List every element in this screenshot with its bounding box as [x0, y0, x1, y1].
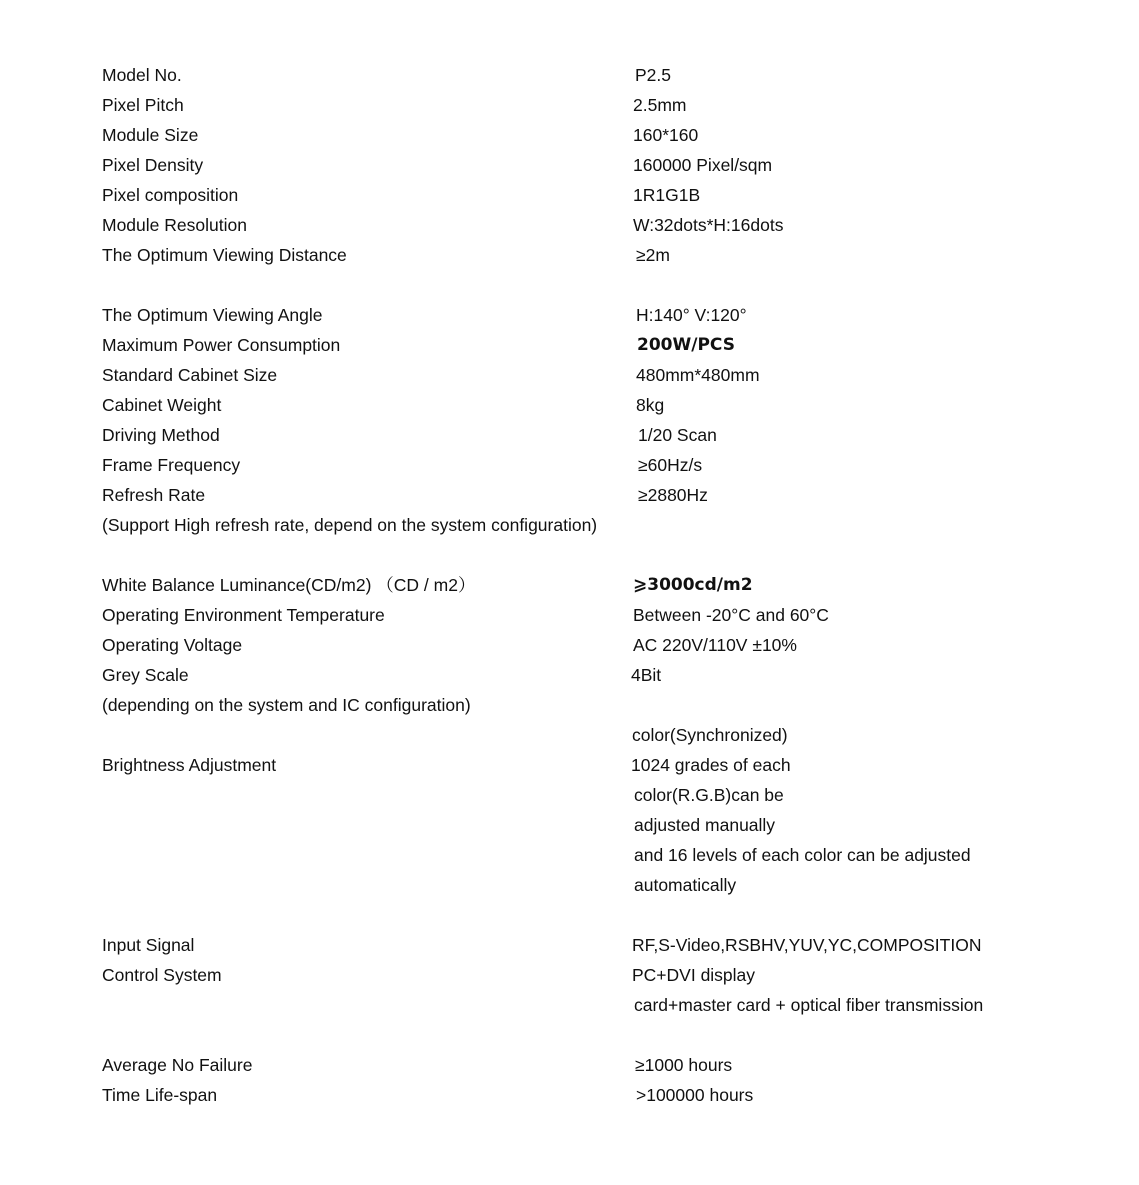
- spec-value: 2.5mm: [633, 95, 687, 115]
- spec-value: H:140° V:120°: [636, 305, 747, 325]
- spec-row-viewing-distance: [0, 240, 1139, 270]
- spec-row-refresh-rate: [0, 480, 1139, 510]
- spec-row-input-signal: [0, 930, 1139, 960]
- spec-value: 8kg: [636, 395, 665, 415]
- spec-row-module-resolution: [0, 210, 1139, 240]
- spec-value: ≥60Hz/s: [638, 455, 703, 475]
- spec-row-pixel-density: [0, 150, 1139, 180]
- spec-row-brightness-line-6: [0, 870, 1139, 900]
- spec-label: Operating Environment Temperature: [102, 605, 385, 625]
- spec-note: (depending on the system and IC configuration): [102, 695, 471, 715]
- spec-row-model-no: [0, 60, 1139, 90]
- spec-value: W:32dots*H:16dots: [633, 215, 784, 235]
- spec-row-brightness-line-5: [0, 840, 1139, 870]
- spec-row-control-system-line-2: [0, 990, 1139, 1020]
- spec-label: Refresh Rate: [102, 485, 206, 505]
- spec-label: Time Life-span: [102, 1085, 218, 1105]
- spec-label: Cabinet Weight: [102, 395, 222, 415]
- spec-row-life-span: [0, 1080, 1139, 1110]
- spec-value: 1/20 Scan: [638, 425, 717, 445]
- spec-value: color(Synchronized): [632, 725, 788, 745]
- spec-value: Between -20°C and 60°C: [633, 605, 829, 625]
- spec-value: PC+DVI display: [632, 965, 756, 985]
- spec-row-brightness-line-1: [0, 720, 1139, 750]
- spec-row-frame-frequency: [0, 450, 1139, 480]
- spec-label: Standard Cabinet Size: [102, 365, 278, 385]
- spec-value: ⩾3000cd/m2: [633, 575, 753, 595]
- spec-value: >100000 hours: [636, 1085, 754, 1105]
- spec-row-brightness-line-4: [0, 810, 1139, 840]
- spec-value: card+master card + optical fiber transmission: [634, 995, 984, 1015]
- spec-label: Pixel Density: [102, 155, 204, 175]
- spec-value: P2.5: [635, 65, 671, 85]
- spec-label: Brightness Adjustment: [102, 755, 277, 775]
- spec-row-average-no-failure: [0, 1050, 1139, 1080]
- spec-label: Model No.: [102, 65, 182, 85]
- spec-value: ≥2m: [636, 245, 670, 265]
- spec-value: 160*160: [633, 125, 699, 145]
- spec-label: Module Resolution: [102, 215, 247, 235]
- spec-row-control-system: [0, 960, 1139, 990]
- spec-label: Frame Frequency: [102, 455, 241, 475]
- spec-label: White Balance Luminance(CD/m2) （CD / m2）: [102, 575, 476, 595]
- spec-value: adjusted manually: [634, 815, 776, 835]
- spec-row-refresh-note: [0, 510, 1139, 540]
- spec-row-grey-scale-note: [0, 690, 1139, 720]
- spec-value: color(R.G.B)can be: [634, 785, 784, 805]
- spec-value: 1024 grades of each: [631, 755, 791, 775]
- spec-value: 4Bit: [631, 665, 662, 685]
- spec-label: Pixel composition: [102, 185, 239, 205]
- spec-label: The Optimum Viewing Angle: [102, 305, 323, 325]
- spec-row-operating-temperature: [0, 600, 1139, 630]
- spec-label: Average No Failure: [102, 1055, 253, 1075]
- spec-row-cabinet-weight: [0, 390, 1139, 420]
- spec-value: and 16 levels of each color can be adjusted: [634, 845, 971, 865]
- spec-row-pixel-pitch: [0, 90, 1139, 120]
- spec-value: automatically: [634, 875, 737, 895]
- spec-value: 200W/PCS: [637, 335, 735, 355]
- spec-value: RF,S-Video,RSBHV,YUV,YC,COMPOSITION: [632, 935, 982, 955]
- spec-value: ≥1000 hours: [635, 1055, 733, 1075]
- spec-label: Maximum Power Consumption: [102, 335, 341, 355]
- spec-row-pixel-composition: [0, 180, 1139, 210]
- spec-note: (Support High refresh rate, depend on the system configuration): [102, 515, 598, 535]
- spec-row-operating-voltage: [0, 630, 1139, 660]
- spec-row-driving-method: [0, 420, 1139, 450]
- spec-row-module-size: [0, 120, 1139, 150]
- spec-row-cabinet-size: [0, 360, 1139, 390]
- spec-label: Module Size: [102, 125, 199, 145]
- spec-value: 1R1G1B: [633, 185, 701, 205]
- spec-value: 480mm*480mm: [636, 365, 760, 385]
- spec-row-brightness-line-3: [0, 780, 1139, 810]
- spec-row-viewing-angle: [0, 300, 1139, 330]
- spec-row-white-balance: [0, 570, 1139, 600]
- spec-row-power-consumption: [0, 330, 1139, 360]
- spec-row-grey-scale: [0, 660, 1139, 690]
- spec-value: AC 220V/110V ±10%: [633, 635, 797, 655]
- spec-label: Operating Voltage: [102, 635, 243, 655]
- spec-label: Control System: [102, 965, 222, 985]
- spec-value: ≥2880Hz: [638, 485, 708, 505]
- spec-label: Driving Method: [102, 425, 220, 445]
- spec-label: Grey Scale: [102, 665, 189, 685]
- spec-label: Input Signal: [102, 935, 195, 955]
- spec-label: The Optimum Viewing Distance: [102, 245, 347, 265]
- spec-label: Pixel Pitch: [102, 95, 184, 115]
- spec-row-brightness-adjustment: [0, 750, 1139, 780]
- spec-value: 160000 Pixel/sqm: [633, 155, 773, 175]
